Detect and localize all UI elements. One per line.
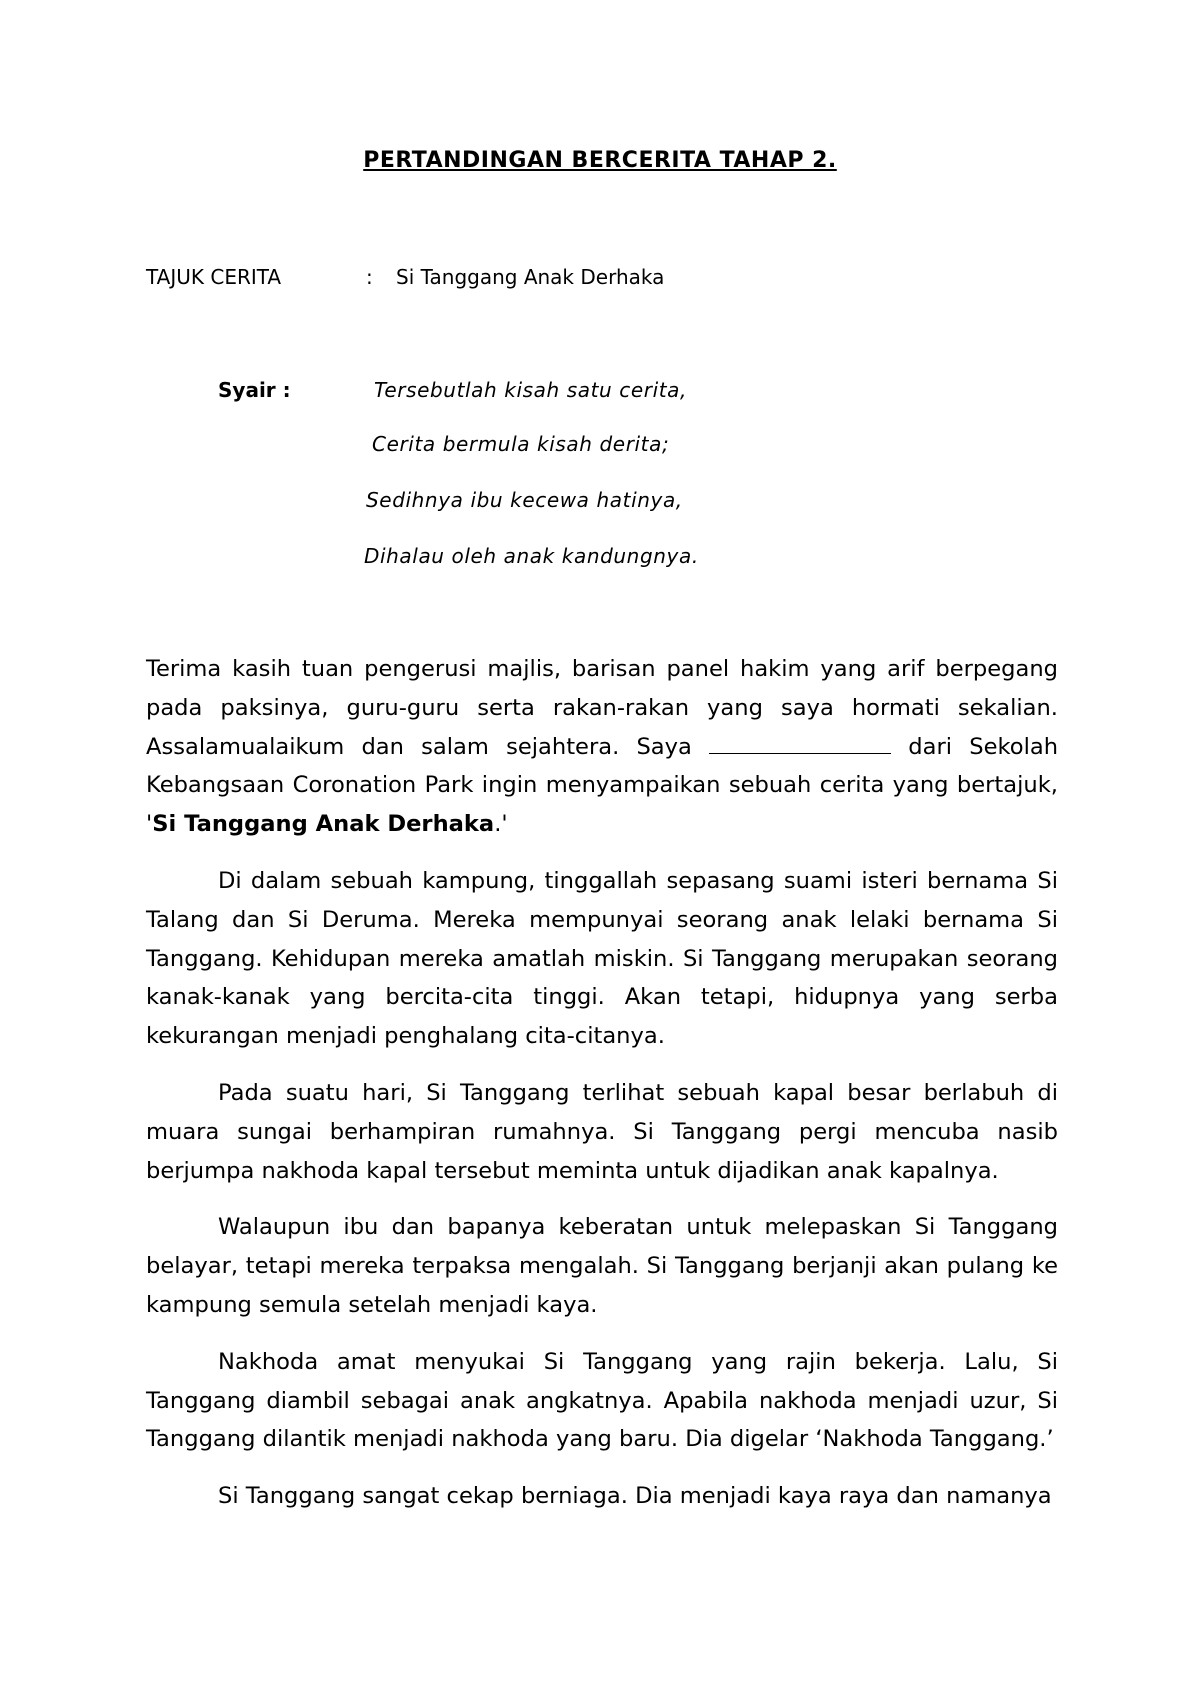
paragraph: Nakhoda amat menyukai Si Tanggang yang rajin bekerja. Lalu, Si Tanggang diambil sebagai anak angkatnya. Apabila nakhoda menjadi uzur, Si Tanggang dilantik menjadi nakhoda yang baru. Dia digelar ‘Nakhoda Tanggang.’	[146, 1348, 1058, 1453]
intro-text-c: .'	[494, 811, 508, 838]
story-title-label: TAJUK CERITA	[146, 265, 282, 289]
story-title-colon: :	[366, 265, 373, 289]
paragraph: Si Tanggang sangat cekap berniaga. Dia menjadi kaya raya dan namanya	[218, 1483, 1052, 1510]
poem-label: Syair :	[218, 378, 291, 402]
intro-text-a: Terima kasih tuan pengerusi majlis, barisan panel hakim yang arif berpegang pada paksinya, guru-guru serta rakan-rakan yang saya hormati sekalian. Assalamualaikum dan salam sejahtera. Saya	[146, 656, 1058, 760]
paragraph: Pada suatu hari, Si Tanggang terlihat sebuah kapal besar berlabuh di muara sungai berhampiran rumahnya. Si Tanggang pergi mencuba nasib berjumpa nakhoda kapal tersebut meminta untuk dijadikan anak kapalnya.	[146, 1079, 1058, 1184]
document-title: PERTANDINGAN BERCERITA TAHAP 2.	[363, 148, 837, 173]
poem-line: Cerita bermula kisah derita;	[372, 432, 670, 456]
story-title-row	[146, 265, 664, 289]
poem-line: Dihalau oleh anak kandungnya.	[364, 544, 699, 568]
story-body	[146, 650, 1058, 1534]
story-title-value: Si Tanggang Anak Derhaka	[396, 265, 665, 289]
intro-story-title: Si Tanggang Anak Derhaka	[152, 811, 495, 838]
paragraph-intro	[146, 650, 1058, 844]
poem-line: Tersebutlah kisah satu cerita,	[374, 378, 687, 402]
intro-text-b: dari Sekolah Kebangsaan Coronation Park ingin menyampaikan sebuah cerita yang bertajuk, '	[146, 733, 1059, 838]
name-blank-line	[709, 731, 891, 754]
paragraph: Walaupun ibu dan bapanya keberatan untuk melepaskan Si Tanggang belayar, tetapi mereka terpaksa mengalah. Si Tanggang berjanji akan pulang ke kampung semula setelah menjadi kaya.	[146, 1214, 1058, 1318]
poem-line: Sedihnya ibu kecewa hatinya,	[366, 488, 683, 512]
paragraph: Di dalam sebuah kampung, tinggallah sepasang suami isteri bernama Si Talang dan Si Deruma. Mereka mempunyai seorang anak lelaki bernama Si Tanggang. Kehidupan mereka amatlah miskin. Si Tanggang merupakan seorang kanak-kanak yang bercita-cita tinggi. Akan tetapi, hidupnya yang serba kekurangan menjadi penghalang cita-citanya.	[146, 867, 1058, 1050]
